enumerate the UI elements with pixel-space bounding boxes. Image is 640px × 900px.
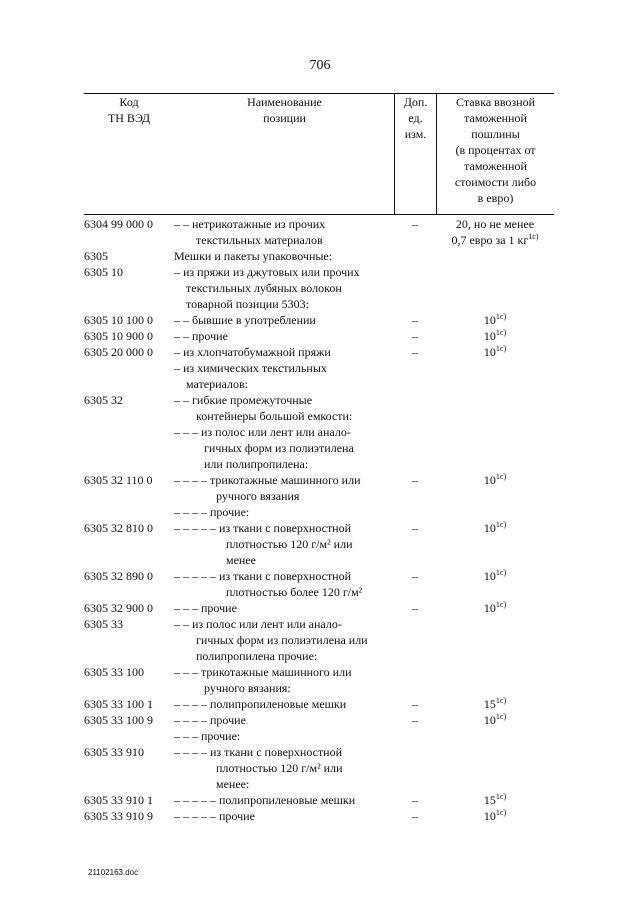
row-dashes: – – – – <box>174 745 210 759</box>
row-name-text: из ткани с поверхностной <box>219 521 352 535</box>
row-rate <box>436 808 554 824</box>
header-rate-line: стоимости либо <box>454 175 537 189</box>
row-code: 6305 32 890 0 <box>84 569 153 583</box>
row-code: 6305 33 910 9 <box>84 809 153 823</box>
table-row <box>84 744 554 792</box>
row-unit: – <box>412 521 418 535</box>
row-unit <box>394 424 436 472</box>
row-name-line <box>174 760 394 776</box>
row-name <box>174 808 394 824</box>
table-row <box>84 696 554 712</box>
row-code <box>84 360 174 392</box>
row-code: 6305 20 000 0 <box>84 345 153 359</box>
row-code: 6305 <box>84 249 108 263</box>
row-name <box>174 504 394 520</box>
row-dashes: – – <box>174 617 192 631</box>
row-code <box>84 728 174 744</box>
header-unit-line: ед. <box>408 111 423 125</box>
row-rate <box>436 264 554 312</box>
row-name-text: гичных форм из полиэтилена <box>204 441 354 455</box>
row-name-line <box>174 600 394 616</box>
row-dashes: – – – – <box>174 473 210 487</box>
table-row <box>84 248 554 264</box>
table-row <box>84 360 554 392</box>
header-code-line: ТН ВЭД <box>107 111 151 125</box>
row-name-line <box>174 632 394 648</box>
header-name <box>174 94 394 214</box>
header-code-line: Код <box>119 95 139 109</box>
rate-line <box>436 792 554 808</box>
row-unit <box>394 360 436 392</box>
rate-value: 10 <box>483 473 496 487</box>
row-rate <box>436 344 554 360</box>
row-name-text: текстильных материалов <box>196 233 323 247</box>
rate-value-2: 0,7 евро за 1 кг <box>451 233 529 247</box>
row-name <box>174 792 394 808</box>
row-name <box>174 664 394 696</box>
table-row <box>84 520 554 568</box>
row-name-line <box>174 248 394 264</box>
row-unit: – <box>412 329 418 343</box>
row-code: 6305 33 100 1 <box>84 697 153 711</box>
table-row <box>84 344 554 360</box>
rate-footnote: 1с) <box>495 472 507 481</box>
rate-line <box>436 344 554 360</box>
table-row <box>84 504 554 520</box>
row-name-line <box>174 552 394 568</box>
table-row <box>84 808 554 824</box>
row-rate <box>436 712 554 728</box>
row-dashes: – <box>174 361 183 375</box>
row-unit <box>394 248 436 264</box>
row-name-text: гичных форм из полиэтилена или <box>196 633 368 647</box>
table-row <box>84 664 554 696</box>
row-rate <box>436 360 554 392</box>
row-code: 6305 33 100 9 <box>84 713 153 727</box>
rate-line <box>436 568 554 584</box>
row-dashes: – – – <box>174 425 201 439</box>
row-rate <box>436 664 554 696</box>
rate-line <box>436 312 554 328</box>
table-row <box>84 728 554 744</box>
row-name-line <box>174 664 394 680</box>
row-name-line <box>174 504 394 520</box>
row-name-line <box>174 648 394 664</box>
row-name <box>174 392 394 424</box>
header-unit-line: Доп. <box>403 95 428 109</box>
row-unit: – <box>412 473 418 487</box>
tariff-table <box>84 93 554 824</box>
row-name-text: ручного вязания: <box>204 681 291 695</box>
row-name <box>174 744 394 792</box>
row-name-text: из химических текстильных <box>183 361 327 375</box>
header-name-line: позиции <box>263 111 306 125</box>
row-name-line <box>174 616 394 632</box>
row-name-text: плотностью 120 г/м² или <box>226 537 353 551</box>
row-name <box>174 520 394 568</box>
row-name <box>174 248 394 264</box>
row-name-line <box>174 488 394 504</box>
row-name <box>174 728 394 744</box>
row-name-text: полипропиленовые мешки <box>219 793 356 807</box>
rate-line <box>436 712 554 728</box>
row-unit: – <box>412 713 418 727</box>
row-unit: – <box>412 217 418 231</box>
row-name-line <box>174 392 394 408</box>
row-name-line <box>174 328 394 344</box>
row-dashes: – – <box>174 217 192 231</box>
table-row <box>84 472 554 504</box>
rate-value: 20, но не менее <box>455 217 535 231</box>
row-rate <box>436 792 554 808</box>
row-name-text: плотностью более 120 г/м² <box>226 585 363 599</box>
rate-value: 10 <box>483 345 496 359</box>
row-name <box>174 216 394 248</box>
row-name-line <box>174 696 394 712</box>
row-code: 6305 33 <box>84 617 123 631</box>
row-rate <box>436 472 554 504</box>
rate-line <box>436 232 554 248</box>
rate-line <box>436 520 554 536</box>
row-name-line <box>174 776 394 792</box>
table-body <box>84 215 554 824</box>
row-name <box>174 328 394 344</box>
row-rate <box>436 504 554 520</box>
rate-value: 15 <box>483 793 496 807</box>
row-name-line <box>174 712 394 728</box>
row-name <box>174 424 394 472</box>
row-name-line <box>174 440 394 456</box>
rate-footnote: 1с) <box>495 792 507 801</box>
table-row <box>84 712 554 728</box>
table-row <box>84 264 554 312</box>
row-name-line <box>174 744 394 760</box>
rate-line <box>436 216 554 232</box>
row-dashes: – – – – <box>174 697 210 711</box>
row-unit: – <box>412 697 418 711</box>
rate-footnote: 1с) <box>495 344 507 353</box>
row-name <box>174 264 394 312</box>
row-code <box>84 504 174 520</box>
row-code: 6304 99 000 0 <box>84 217 153 231</box>
row-name-text: материалов: <box>186 377 248 391</box>
row-code: 6305 10 <box>84 265 123 279</box>
row-name-line <box>174 808 394 824</box>
row-name-line <box>174 232 394 248</box>
row-code: 6305 32 810 0 <box>84 521 153 535</box>
row-name-line <box>174 792 394 808</box>
header-rate-line: таможенной <box>464 111 527 125</box>
header-rate-line: пошлины <box>471 127 520 141</box>
rate-line <box>436 696 554 712</box>
header-unit-line: изм. <box>404 127 427 141</box>
rate-value: 15 <box>483 697 496 711</box>
rate-value: 10 <box>483 713 496 727</box>
row-name-text: менее: <box>216 777 250 791</box>
footer-filename: 21102163.doc <box>88 868 139 877</box>
row-name-line <box>174 536 394 552</box>
row-unit: – <box>412 809 418 823</box>
row-name <box>174 344 394 360</box>
header-code <box>84 94 174 214</box>
row-unit: – <box>412 793 418 807</box>
row-rate <box>436 744 554 792</box>
row-rate <box>436 328 554 344</box>
row-rate <box>436 568 554 600</box>
row-unit: – <box>412 601 418 615</box>
header-rate <box>436 94 554 214</box>
rate-value: 10 <box>483 809 496 823</box>
row-name-text: из ткани с поверхностной <box>210 745 343 759</box>
row-name-line <box>174 216 394 232</box>
row-name <box>174 360 394 392</box>
row-unit <box>394 616 436 664</box>
row-code: 6305 33 910 1 <box>84 793 153 807</box>
row-name-line <box>174 360 394 376</box>
row-name-text: из хлопчатобумажной пряжи <box>183 345 331 359</box>
row-code: 6305 32 900 0 <box>84 601 153 615</box>
row-name <box>174 712 394 728</box>
header-rate-line: (в процентах от <box>455 143 536 157</box>
row-dashes: – – <box>174 313 192 327</box>
row-name-text: прочие: <box>201 729 241 743</box>
row-dashes: – – – – – <box>174 809 219 823</box>
row-dashes: – – – – – <box>174 569 219 583</box>
row-name <box>174 616 394 664</box>
rate-line <box>436 808 554 824</box>
row-rate <box>436 520 554 568</box>
row-unit: – <box>412 313 418 327</box>
row-code: 6305 33 910 <box>84 745 144 759</box>
row-code <box>84 424 174 472</box>
table-row <box>84 568 554 600</box>
row-name-line <box>174 680 394 696</box>
row-dashes: – – – <box>174 665 201 679</box>
rate-footnote: 1с) <box>495 808 507 817</box>
row-dashes: – – – <box>174 729 201 743</box>
header-rate-line: Ставка ввозной <box>455 95 536 109</box>
row-code: 6305 32 <box>84 393 123 407</box>
row-name-line <box>174 424 394 440</box>
row-name-line <box>174 456 394 472</box>
page-number: 706 <box>309 58 331 73</box>
row-unit <box>394 504 436 520</box>
row-rate <box>436 696 554 712</box>
row-rate <box>436 600 554 616</box>
table-header <box>84 94 554 214</box>
row-unit <box>394 664 436 696</box>
table-row <box>84 792 554 808</box>
row-dashes: – – – – <box>174 713 210 727</box>
row-unit <box>394 264 436 312</box>
row-name-line <box>174 584 394 600</box>
row-name-text: бывшие в употреблении <box>192 313 316 327</box>
row-code: 6305 32 110 0 <box>84 473 153 487</box>
row-name-text: трикотажные машинного или <box>210 473 361 487</box>
row-name-text: нетрикотажные из прочих <box>192 217 326 231</box>
row-name-text: из полос или лент или анало- <box>192 617 342 631</box>
rate-footnote: 1с) <box>495 696 507 705</box>
header-unit <box>394 94 436 214</box>
rate-footnote: 1с) <box>495 520 507 529</box>
row-name <box>174 312 394 328</box>
row-rate <box>436 312 554 328</box>
row-name-text: полипропиленовые мешки <box>210 697 347 711</box>
rate-value: 10 <box>483 329 496 343</box>
row-unit <box>394 392 436 424</box>
table-row <box>84 600 554 616</box>
row-code: 6305 10 900 0 <box>84 329 153 343</box>
row-rate <box>436 616 554 664</box>
row-name-text: из ткани с поверхностной <box>219 569 352 583</box>
rate-footnote: 1с) <box>495 328 507 337</box>
row-name <box>174 696 394 712</box>
row-unit: – <box>412 569 418 583</box>
row-dashes: – – <box>174 393 192 407</box>
rate-line <box>436 472 554 488</box>
row-name-line <box>174 376 394 392</box>
row-name-text: или полипропилена: <box>204 457 309 471</box>
row-rate <box>436 216 554 248</box>
row-dashes: – <box>174 345 183 359</box>
row-name-text: из пряжи из джутовых или прочих <box>183 265 360 279</box>
rate-footnote: 1с) <box>495 600 507 609</box>
header-name-line: Наименование <box>247 95 322 109</box>
row-dashes: – <box>174 265 183 279</box>
row-name-line <box>174 728 394 744</box>
row-name-text: трикотажные машинного или <box>201 665 352 679</box>
row-rate <box>436 424 554 472</box>
table-row <box>84 424 554 472</box>
rate-footnote: 1с) <box>495 568 507 577</box>
row-rate <box>436 248 554 264</box>
rate-footnote: 1с) <box>528 232 539 241</box>
rate-footnote: 1с) <box>495 712 507 721</box>
row-name-line <box>174 296 394 312</box>
table-row <box>84 216 554 248</box>
rate-line <box>436 328 554 344</box>
rate-value: 10 <box>483 521 496 535</box>
row-name-text: текстильных лубяных волокон <box>186 281 342 295</box>
row-name-text: прочие <box>201 601 237 615</box>
row-name-text: ручного вязания <box>216 489 300 503</box>
row-unit <box>394 744 436 792</box>
row-dashes: – – – <box>174 601 201 615</box>
table-row <box>84 312 554 328</box>
row-name-line <box>174 344 394 360</box>
row-rate <box>436 728 554 744</box>
row-name-text: полипропилена прочие: <box>196 649 318 663</box>
row-name-line <box>174 312 394 328</box>
row-name-text: плотностью 120 г/м² или <box>216 761 343 775</box>
row-dashes: – – – – – <box>174 521 219 535</box>
rate-line <box>436 600 554 616</box>
row-name-line <box>174 568 394 584</box>
row-name <box>174 568 394 600</box>
row-name-text: прочие <box>210 713 246 727</box>
row-name-text: прочие <box>219 809 255 823</box>
rate-value: 10 <box>483 313 496 327</box>
row-name-line <box>174 280 394 296</box>
row-name-text: гибкие промежуточные <box>192 393 313 407</box>
row-name-text: прочие <box>192 329 228 343</box>
table-row <box>84 328 554 344</box>
row-name-line <box>174 408 394 424</box>
row-dashes: – – – – – <box>174 793 219 807</box>
rate-value: 10 <box>483 569 496 583</box>
rate-footnote: 1с) <box>495 312 507 321</box>
row-name-text: Мешки и пакеты упаковочные: <box>174 249 333 263</box>
header-rate-line: в евро) <box>477 191 514 205</box>
row-unit <box>394 728 436 744</box>
row-name <box>174 600 394 616</box>
header-rate-line: таможенной <box>464 159 527 173</box>
table-row <box>84 392 554 424</box>
row-name-text: прочие: <box>210 505 250 519</box>
row-unit: – <box>412 345 418 359</box>
row-name-text: контейнеры большой емкости: <box>196 409 353 423</box>
row-code: 6305 10 100 0 <box>84 313 153 327</box>
row-name <box>174 472 394 504</box>
row-rate <box>436 392 554 424</box>
row-name-line <box>174 264 394 280</box>
row-name-text: менее <box>226 553 256 567</box>
table-row <box>84 616 554 664</box>
row-name-text: товарной позиции 5303: <box>186 297 309 311</box>
row-dashes: – – – – <box>174 505 210 519</box>
row-dashes: – – <box>174 329 192 343</box>
row-name-line <box>174 520 394 536</box>
row-name-text: из полос или лент или анало- <box>201 425 351 439</box>
rate-value: 10 <box>483 601 496 615</box>
row-name-line <box>174 472 394 488</box>
row-code: 6305 33 100 <box>84 665 144 679</box>
